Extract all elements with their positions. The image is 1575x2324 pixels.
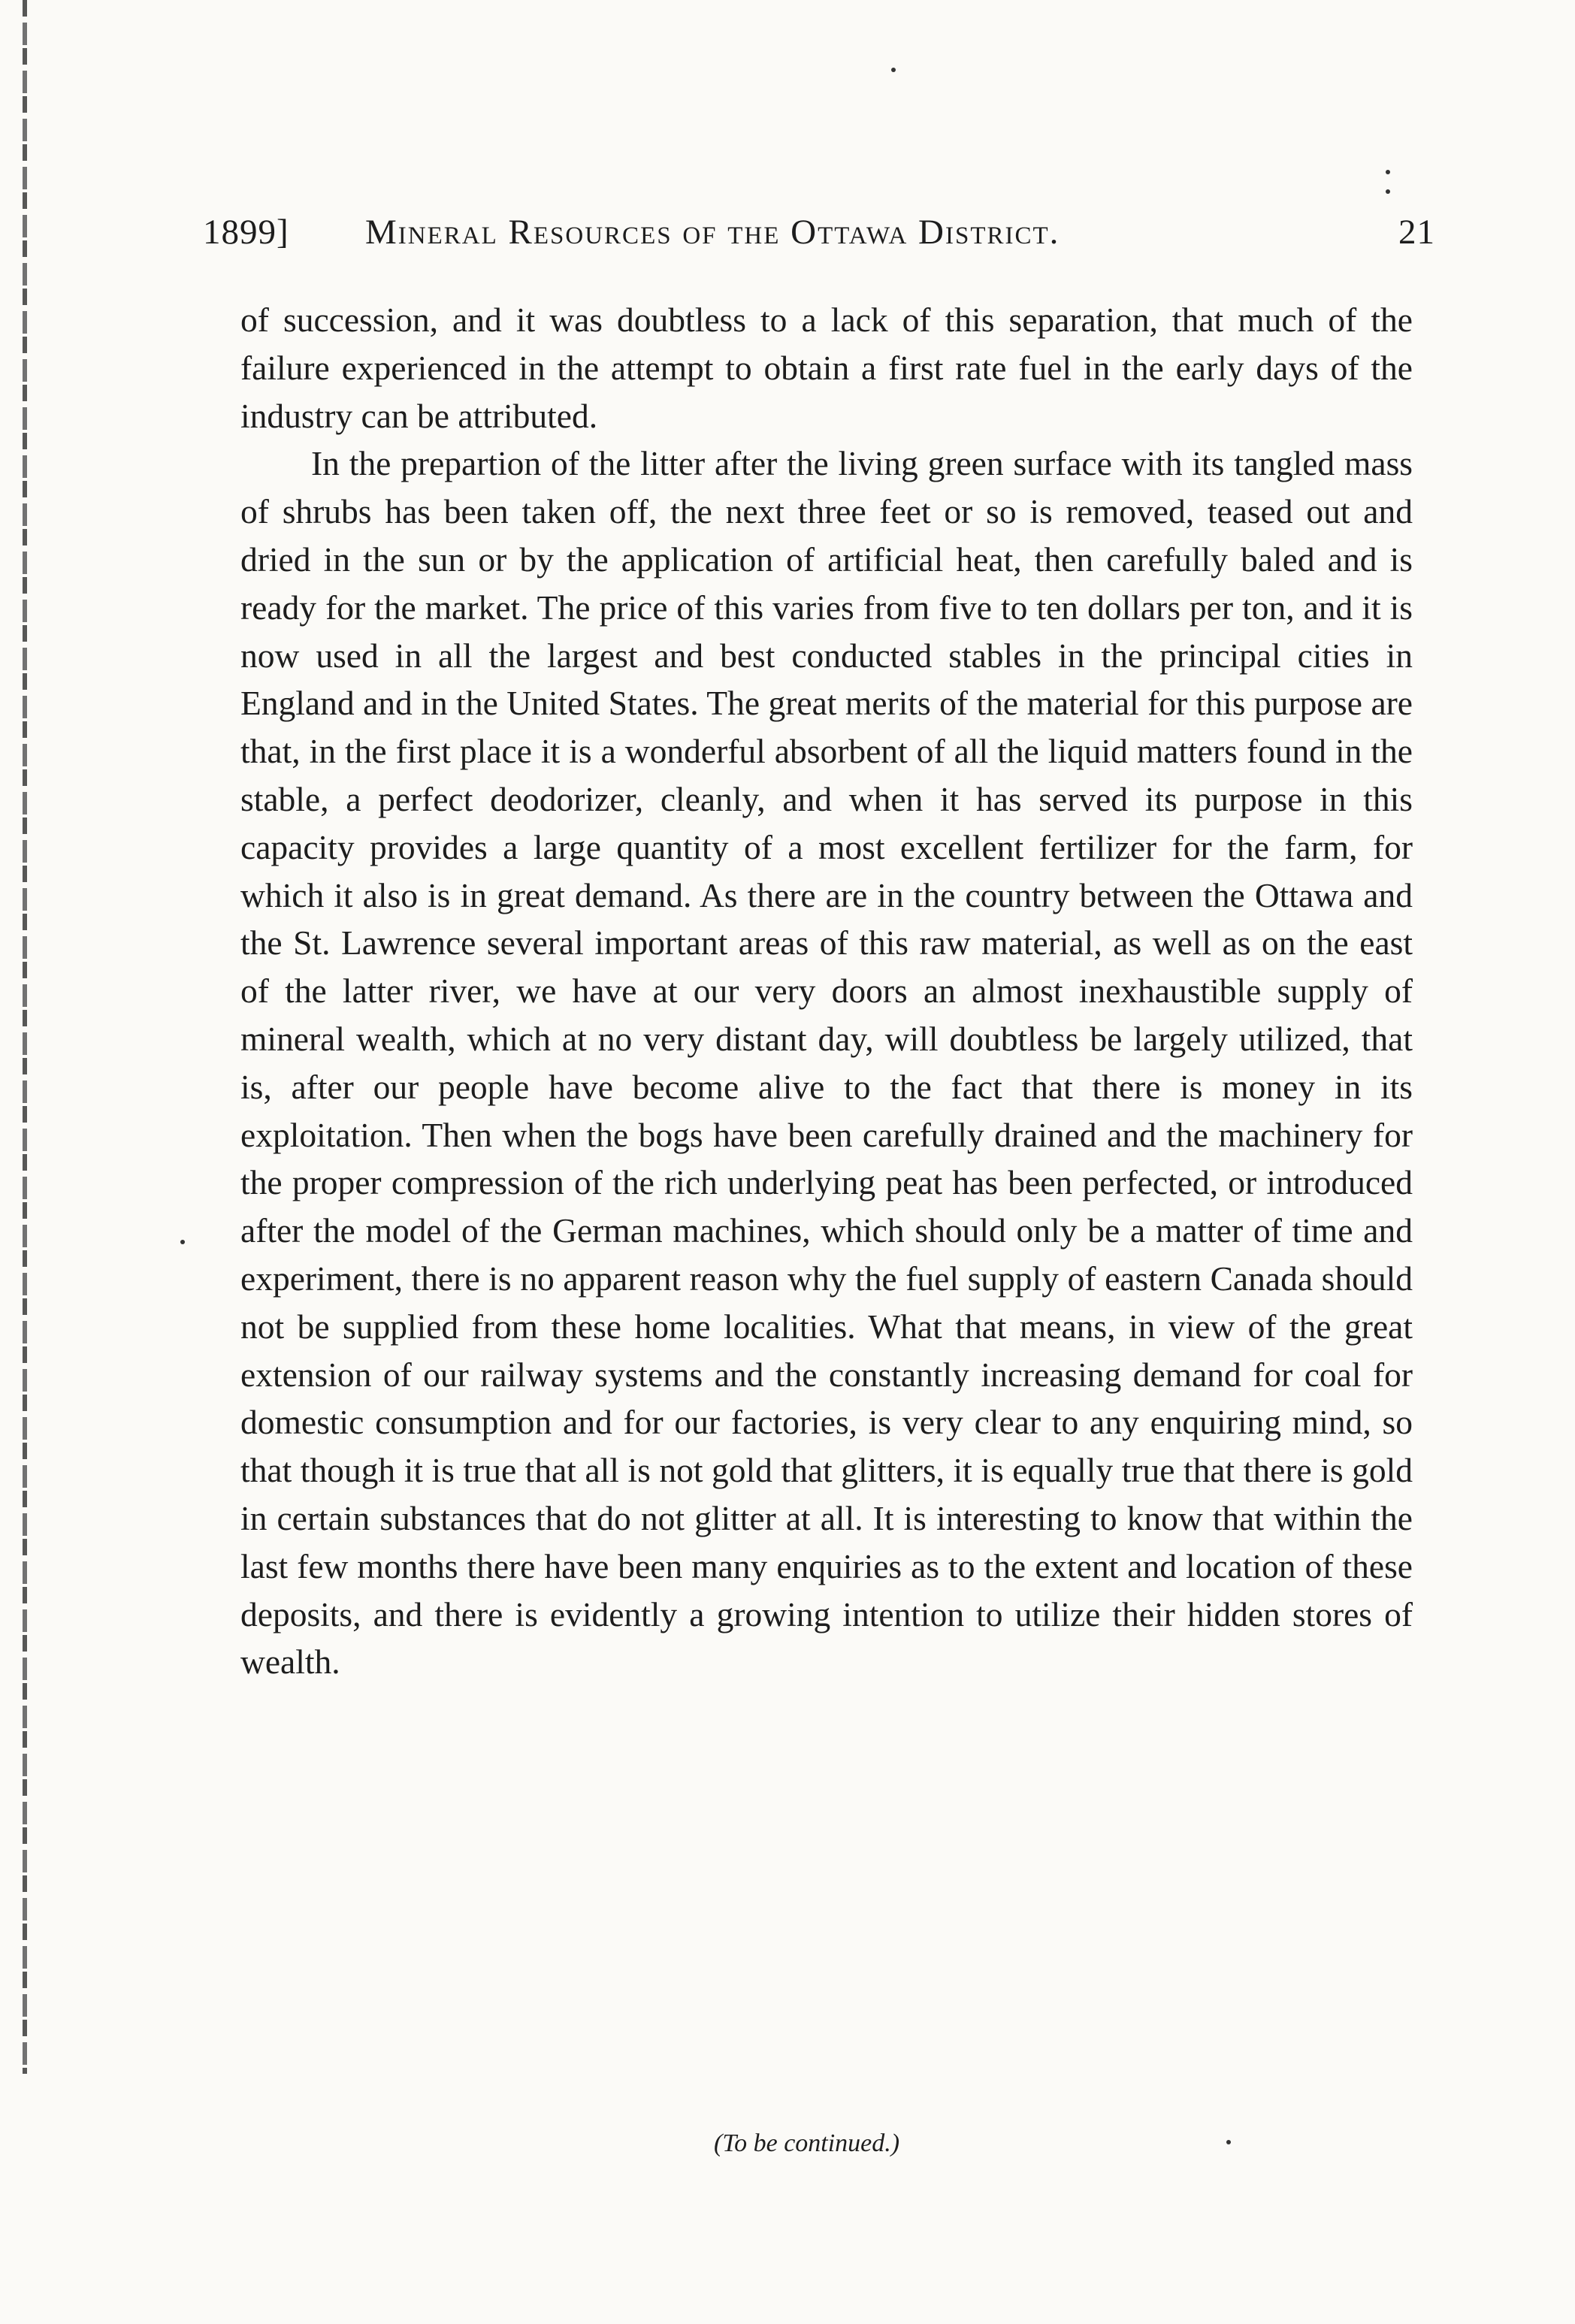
paragraph-litter-preparation: In the prepartion of the litter after the living green surface with its tangled mass of shrubs has been taken off, the next three feet or so is removed, teased out and dried in the sun or by the application of artificial heat, then carefully baled and is ready for the market. The price of this varies from five to ten dollars per ton, and it is now used in all the largest and best conducted stables in the principal cities in England and in the United States. The great merits of the material for this purpose are that, in the first place it is a wonderful absorbent of all the liquid matters found in the stable, a perfect deodorizer, cleanly, and when it has served its purpose in this capacity provides a large quantity of a most excellent fertilizer for the farm, for which it also is in great demand. As there are in the country between the Ottawa and the St. Lawrence several important areas of this raw material, as well as on the east of the latter river, we have at our very doors an almost inexhaustible supply of mineral wealth, which at no very distant day, will doubtless be largely utilized, that is, after our people have become alive to the fact that there is money in its exploitation. Then when the bogs have been carefully drained and the machinery for the proper compression of the rich underlying peat has been perfected, or introduced after the model of the German machines, which should only be a matter of time and experiment, there is no apparent reason why the fuel supply of eastern Canada should not be supplied from these home localities. What that means, in view of the great extension of our railway systems and the constantly increasing demand for coal for domestic consumption and for our factories, is very clear to any enquiring mind, so that though it is true that all is not gold that glitters, it is equally true that there is gold in certain substances that do not glitter at all. It is interesting to know that within the last few months there have been many enquiries as to the extent and location of these deposits, and there is evidently a growing intention to utilize their hidden stores of wealth. (240, 444, 1413, 1682)
print-speck (1226, 2140, 1231, 2144)
print-speck (891, 68, 896, 72)
running-head-year: 1899] (203, 213, 289, 252)
body-text (240, 296, 1413, 1686)
print-speck (1386, 189, 1390, 194)
running-head (203, 212, 1435, 257)
print-speck (1386, 170, 1390, 174)
continued-note: (To be continued.) (714, 2129, 900, 2157)
print-speck (180, 1240, 185, 1244)
page-number: 21 (1398, 213, 1435, 252)
page-binding-edge (23, 0, 27, 2074)
paragraph-continued: of succession, and it was doubtless to a lack of this separation, that much of the failure experienced in the attempt to obtain a first rate fuel in the early days of the industry can be attributed. (240, 301, 1413, 435)
running-head-title: Mineral Resources of the Ottawa District. (365, 213, 1060, 252)
